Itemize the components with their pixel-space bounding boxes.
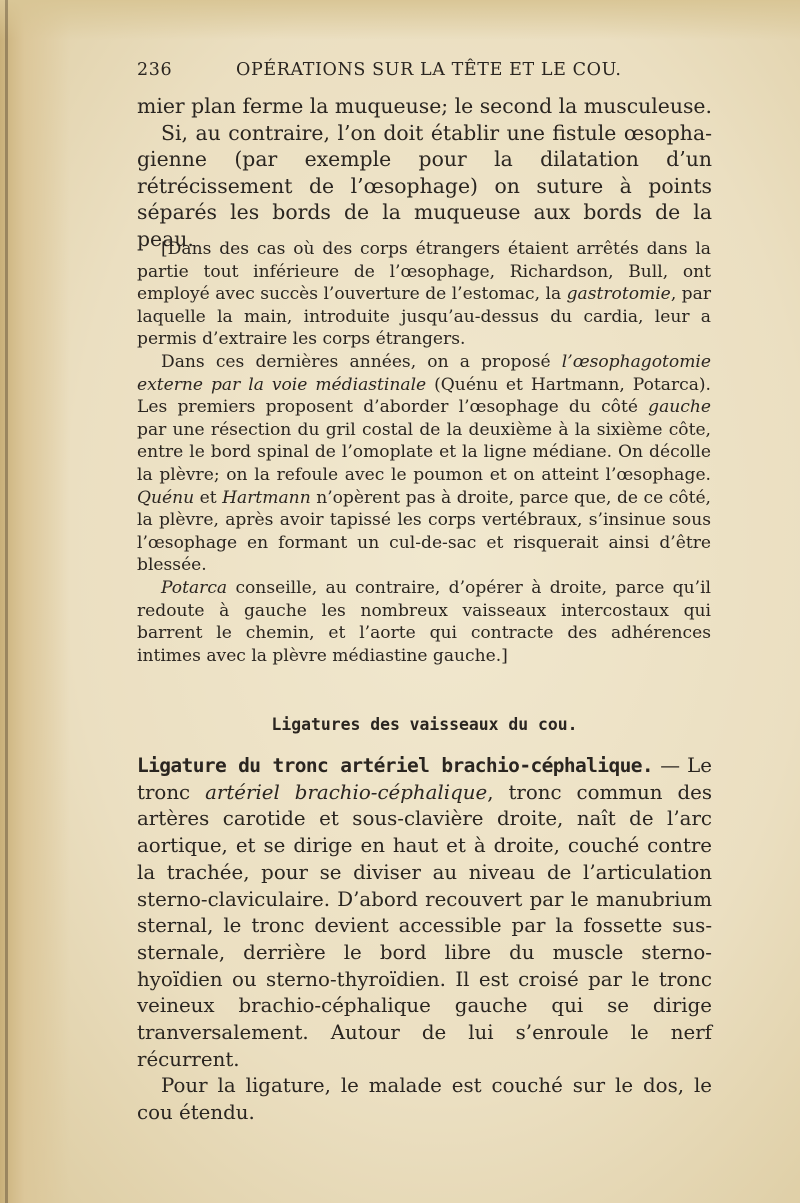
section-heading: Ligatures des vaisseaux du cou. xyxy=(271,715,578,734)
page-binding-edge xyxy=(5,0,8,1203)
paragraph-fistule: Si, au contraire, l’on doit établir une fistule œsopha-gienne (par exemple pour la dilatation d’un rétrécissement de l’œsophage) on suture à points séparés les bords de la muqueuse aux bords de la peau. xyxy=(137,120,712,251)
page-shadow-left xyxy=(0,0,70,1203)
ligature-title: Ligature du tronc artériel brachio-céphalique. xyxy=(137,754,654,777)
note-paragraph-gastrotomie: [Dans des cas où des corps étrangers étaient arrêtés dans la partie tout inférieure de l’œsophage, Richardson, Bull, ont employé avec succès l’ouverture de l’estomac, la gastrotomie, par laquelle la main, introduite jusqu’au-dessus du cardia, leur a permis d’extraire les corps étrangers. xyxy=(137,239,711,350)
note-paragraph-potarca: Potarca conseille, au contraire, d’opérer à droite, parce qu’il redoute à gauche les nombreux vaisseaux intercostaux qui barrent le chemin, et l’aorte qui contracte des adhérences intimes avec la plèvre médiastine gauche.] xyxy=(137,577,711,666)
page-shadow-top xyxy=(0,0,800,40)
bracketed-note xyxy=(137,238,711,667)
note-paragraph-mediastinale: Dans ces dernières années, on a proposé l’œsophagotomie externe par la voie médiastinale (Quénu et Hartmann, Potarca). Les premiers proposent d’aborder l’œsophage du côté gauche par une résection du gril costal de la deuxième à la sixième côte, entre le bord spinal de l’omoplate et la ligne médiane. On décolle la plèvre; on la refoule avec le poumon et on atteint l’œsophage. Quénu et Hartmann n’opèrent pas à droite, parce que, de ce côté, la plèvre, après avoir tapissé les corps vertébraux, s’insinue sous l’œsophage en formant un cul-de-sac et risquerait ainsi d’être blessée. xyxy=(137,351,711,576)
page-number: 236 xyxy=(137,60,173,80)
continuation-paragraphs xyxy=(137,93,712,252)
continued-line: mier plan ferme la muqueuse; le second la musculeuse. xyxy=(137,94,712,118)
ligature-paragraph: Ligature du tronc artériel brachio-céphalique. — Le tronc artériel brachio-céphalique, tronc commun des artères carotide et sous-clavière droite, naît de l’arc aortique, et se dirige en haut et à droite, couché contre la trachée, pour se diviser au niveau de l’articulation sterno-claviculaire. D’abord recouvert par le manubrium sternal, le tronc devient accessible par la fossette sus-sternale, derrière le bord libre du muscle sterno-hyoïdien ou sterno-thyroïdien. Il est croisé par le tronc veineux brachio-céphalique gauche qui se dirige tranversalement. Autour de lui s’enroule le nerf récurrent. xyxy=(137,754,713,1071)
ligature-position-paragraph: Pour la ligature, le malade est couché sur le dos, le cou étendu. xyxy=(137,1074,712,1125)
running-title: OPÉRATIONS SUR LA TÊTE ET LE COU. xyxy=(236,60,622,80)
ligature-section xyxy=(137,753,712,1127)
running-header xyxy=(137,60,712,86)
